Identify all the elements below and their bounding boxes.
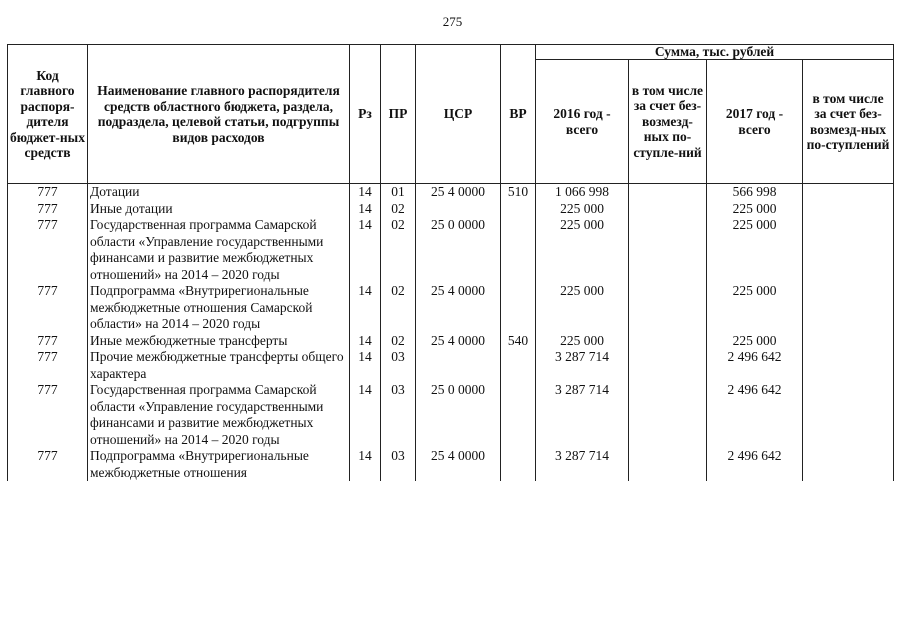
header-rz: Рз — [350, 45, 381, 184]
cell-csr: 25 0 0000 — [416, 217, 501, 283]
cell-vr — [501, 217, 536, 283]
cell-2016-total: 225 000 — [536, 217, 629, 283]
cell-name: Государственная программа Самарской области «Управление государственными финансами и развитие межбюджетных отношений» на 2014 – 2020 годы — [88, 217, 350, 283]
header-vr: ВР — [501, 45, 536, 184]
cell-2016-total: 225 000 — [536, 333, 629, 350]
cell-2016-free — [629, 333, 707, 350]
cell-2016-total: 1 066 998 — [536, 184, 629, 201]
cell-2016-free — [629, 349, 707, 382]
header-name: Наименование главного распорядителя средств областного бюджета, раздела, подраздела, целевой статьи, подгруппы видов расходов — [88, 45, 350, 184]
cell-pr: 02 — [381, 283, 416, 333]
cell-pr: 02 — [381, 217, 416, 283]
cell-code: 777 — [8, 283, 88, 333]
cell-csr: 25 0 0000 — [416, 382, 501, 448]
table-row — [8, 217, 894, 283]
header-sum-group: Сумма, тыс. рублей — [536, 45, 894, 60]
cell-code: 777 — [8, 382, 88, 448]
cell-pr: 01 — [381, 184, 416, 201]
table-row — [8, 349, 894, 382]
cell-csr — [416, 349, 501, 382]
cell-code: 777 — [8, 184, 88, 201]
cell-name: Государственная программа Самарской области «Управление государственными финансами и развитие межбюджетных отношений» на 2014 – 2020 годы — [88, 382, 350, 448]
cell-name: Иные межбюджетные трансферты — [88, 333, 350, 350]
cell-rz: 14 — [350, 217, 381, 283]
cell-vr — [501, 283, 536, 333]
cell-2016-total: 225 000 — [536, 283, 629, 333]
cell-2017-total: 225 000 — [707, 201, 803, 218]
budget-table — [7, 44, 894, 481]
cell-vr: 540 — [501, 333, 536, 350]
cell-rz: 14 — [350, 201, 381, 218]
cell-rz: 14 — [350, 184, 381, 201]
cell-rz: 14 — [350, 283, 381, 333]
cell-code: 777 — [8, 333, 88, 350]
cell-name: Прочие межбюджетные трансферты общего характера — [88, 349, 350, 382]
cell-2016-total: 225 000 — [536, 201, 629, 218]
cell-2017-free — [803, 382, 894, 448]
header-csr: ЦСР — [416, 45, 501, 184]
cell-pr: 02 — [381, 333, 416, 350]
table-row — [8, 448, 894, 481]
cell-name: Иные дотации — [88, 201, 350, 218]
cell-2017-total: 225 000 — [707, 333, 803, 350]
cell-2016-free — [629, 217, 707, 283]
header-2017-free: в том числе за счет без-возмезд-ных по-ступлений — [803, 60, 894, 184]
cell-2017-free — [803, 448, 894, 481]
cell-vr — [501, 349, 536, 382]
cell-rz: 14 — [350, 349, 381, 382]
cell-vr: 510 — [501, 184, 536, 201]
table-row — [8, 283, 894, 333]
cell-2017-total: 225 000 — [707, 217, 803, 283]
cell-2016-total: 3 287 714 — [536, 382, 629, 448]
cell-2017-total: 225 000 — [707, 283, 803, 333]
cell-2017-total: 566 998 — [707, 184, 803, 201]
table-row — [8, 184, 894, 201]
page-number: 275 — [442, 14, 463, 29]
cell-csr: 25 4 0000 — [416, 184, 501, 201]
cell-2016-total: 3 287 714 — [536, 349, 629, 382]
header-2017-total: 2017 год - всего — [707, 60, 803, 184]
cell-2017-free — [803, 217, 894, 283]
cell-2016-free — [629, 448, 707, 481]
cell-2017-free — [803, 349, 894, 382]
cell-2016-free — [629, 201, 707, 218]
cell-2016-free — [629, 283, 707, 333]
cell-code: 777 — [8, 349, 88, 382]
cell-csr — [416, 201, 501, 218]
table-row — [8, 382, 894, 448]
cell-2016-free — [629, 382, 707, 448]
cell-rz: 14 — [350, 448, 381, 481]
cell-rz: 14 — [350, 333, 381, 350]
cell-pr: 03 — [381, 382, 416, 448]
cell-csr: 25 4 0000 — [416, 448, 501, 481]
cell-2017-free — [803, 333, 894, 350]
cell-csr: 25 4 0000 — [416, 283, 501, 333]
cell-2017-total: 2 496 642 — [707, 448, 803, 481]
header-2016-free: в том числе за счет без-возмезд-ных по-ступле-ний — [629, 60, 707, 184]
table-row — [8, 201, 894, 218]
cell-code: 777 — [8, 448, 88, 481]
cell-name: Дотации — [88, 184, 350, 201]
cell-pr: 03 — [381, 448, 416, 481]
header-pr: ПР — [381, 45, 416, 184]
cell-vr — [501, 382, 536, 448]
cell-name: Подпрограмма «Внутрирегиональные межбюджетные отношения — [88, 448, 350, 481]
cell-rz: 14 — [350, 382, 381, 448]
cell-2017-total: 2 496 642 — [707, 382, 803, 448]
cell-2016-free — [629, 184, 707, 201]
table-row — [8, 333, 894, 350]
cell-pr: 03 — [381, 349, 416, 382]
cell-code: 777 — [8, 201, 88, 218]
table-body — [8, 184, 894, 482]
cell-2017-free — [803, 283, 894, 333]
cell-vr — [501, 448, 536, 481]
cell-vr — [501, 201, 536, 218]
cell-2017-total: 2 496 642 — [707, 349, 803, 382]
cell-name: Подпрограмма «Внутрирегиональные межбюджетные отношения Самарской области» на 2014 – 2020 годы — [88, 283, 350, 333]
cell-pr: 02 — [381, 201, 416, 218]
cell-code: 777 — [8, 217, 88, 283]
cell-2017-free — [803, 201, 894, 218]
header-code: Код главного распоря-дителя бюджет-ных средств — [8, 45, 88, 184]
cell-2017-free — [803, 184, 894, 201]
header-2016-total: 2016 год - всего — [536, 60, 629, 184]
cell-csr: 25 4 0000 — [416, 333, 501, 350]
cell-2016-total: 3 287 714 — [536, 448, 629, 481]
